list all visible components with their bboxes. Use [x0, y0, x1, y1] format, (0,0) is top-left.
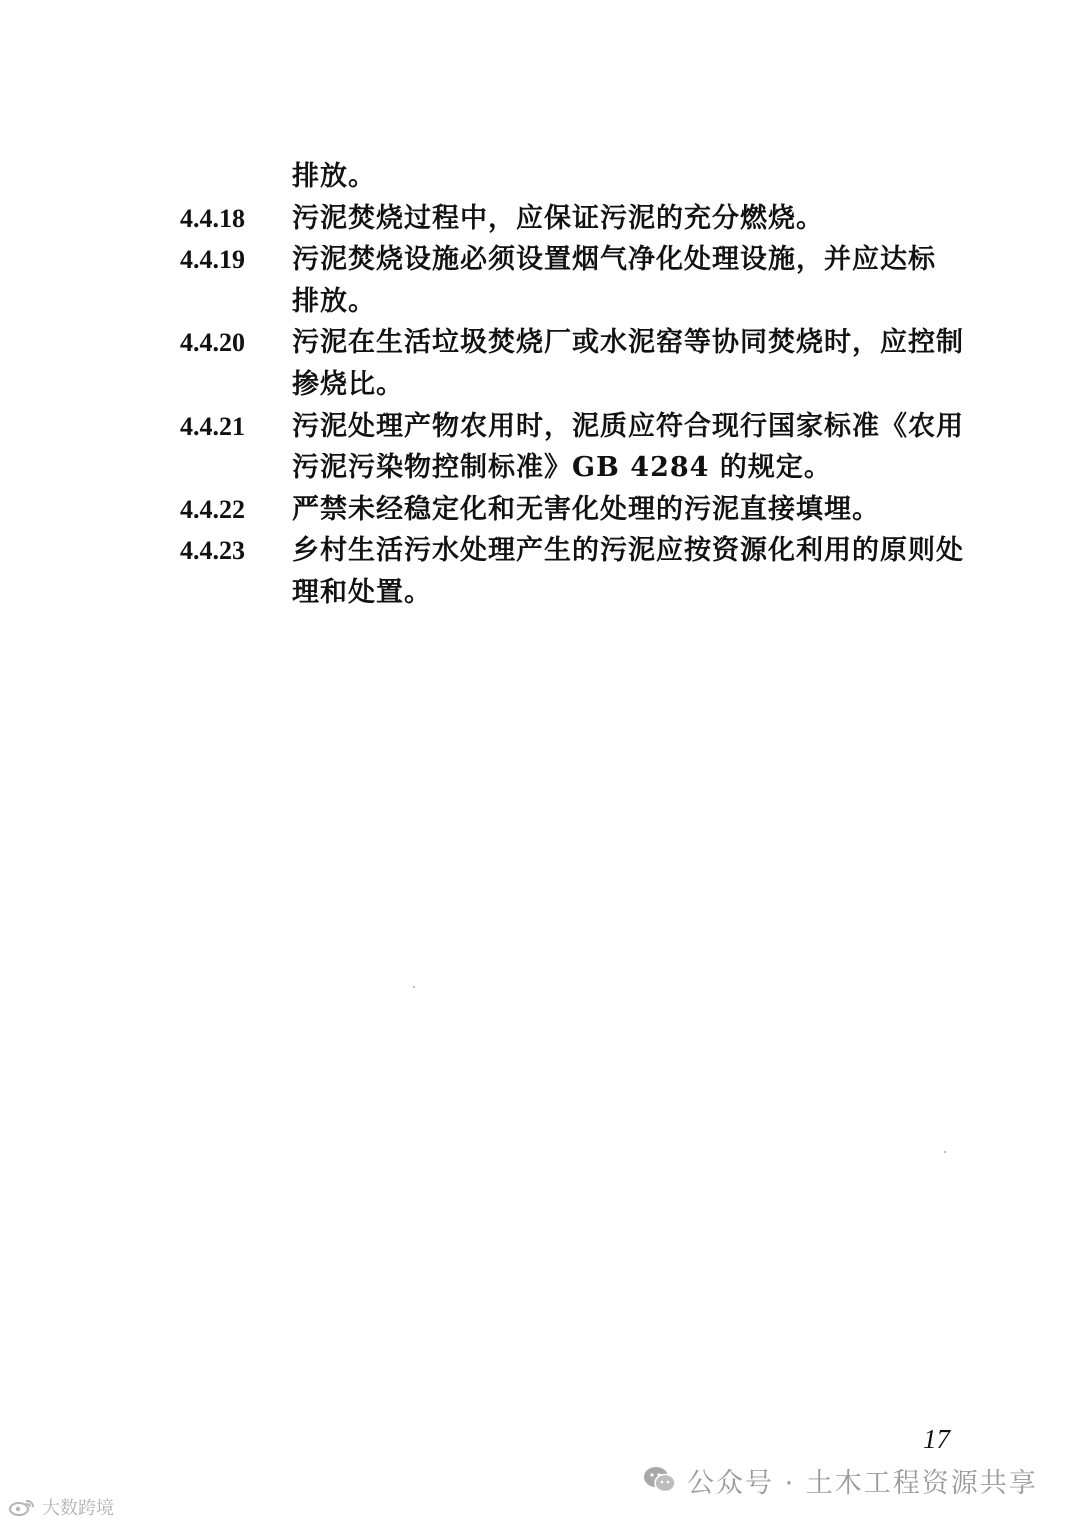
clause-text: 掺烧比。	[292, 368, 404, 400]
clause-text: 理和处置。	[292, 576, 432, 608]
text-line	[180, 530, 970, 572]
text-line	[180, 572, 970, 614]
page-number: 17	[923, 1424, 950, 1454]
text-line	[180, 364, 970, 406]
page-body	[180, 156, 970, 614]
text-line	[180, 281, 970, 323]
text-line	[180, 198, 970, 240]
wechat-watermark	[643, 1460, 1038, 1500]
weibo-watermark-text: 大数跨境	[42, 1498, 114, 1519]
clause-number: 4.4.20	[180, 328, 245, 358]
clause-text: 污泥在生活垃圾焚烧厂或水泥窑等协同焚烧时，应控制	[292, 327, 964, 359]
clause-text: 污泥处理产物农用时，泥质应符合现行国家标准《农用	[292, 410, 964, 442]
clause-text: 严禁未经稳定化和无害化处理的污泥直接填埋。	[292, 493, 880, 525]
clause-text: 污泥焚烧设施必须设置烟气净化处理设施，并应达标	[292, 244, 936, 276]
wechat-icon	[643, 1465, 677, 1495]
wechat-watermark-text: 公众号 · 土木工程资源共享	[687, 1467, 1038, 1499]
clause-number: 4.4.22	[180, 494, 245, 524]
clause-text: 污泥污染物控制标准》GB 4284 的规定。	[292, 452, 832, 484]
clause-number: 4.4.19	[180, 245, 245, 275]
clause-text: 乡村生活污水处理产生的污泥应按资源化利用的原则处	[292, 535, 964, 567]
scan-speck	[944, 1151, 946, 1153]
clause-number: 4.4.21	[180, 411, 245, 441]
text-line	[180, 239, 970, 281]
clause-text: 污泥焚烧过程中，应保证污泥的充分燃烧。	[292, 202, 824, 234]
clause-number: 4.4.18	[180, 203, 245, 233]
weibo-icon	[8, 1497, 36, 1517]
text-line	[180, 489, 970, 531]
clause-number: 4.4.23	[180, 536, 245, 566]
text-line	[180, 322, 970, 364]
text-line	[180, 406, 970, 448]
text-line	[180, 156, 970, 198]
text-line	[180, 447, 970, 489]
clause-text: 排放。	[292, 161, 376, 192]
clause-text: 排放。	[292, 285, 376, 317]
scan-speck	[413, 986, 415, 988]
weibo-watermark	[8, 1492, 114, 1522]
